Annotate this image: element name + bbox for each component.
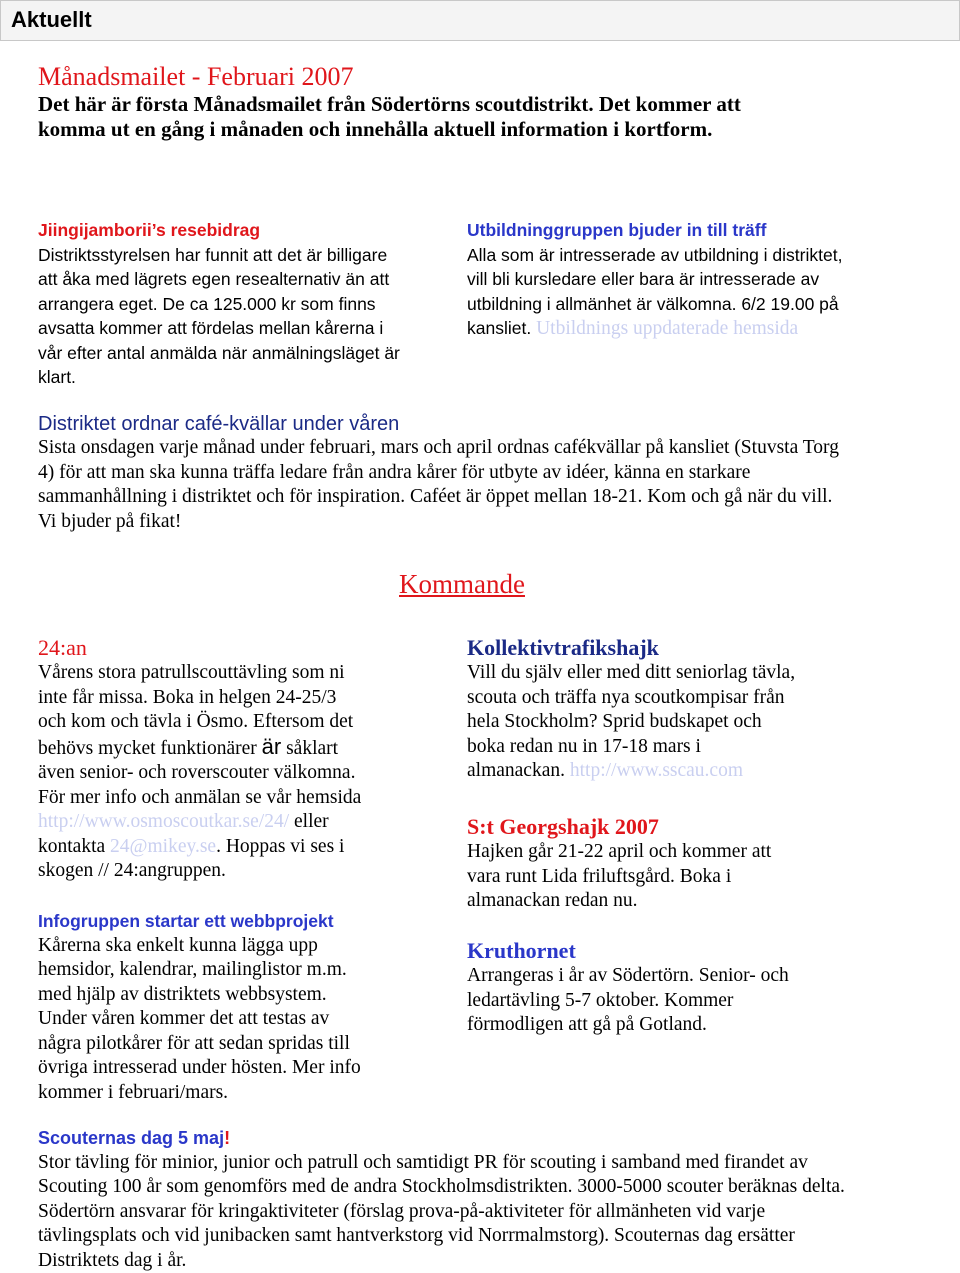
- stgeorg-section: [467, 814, 771, 914]
- tjugofyra-line: [38, 735, 361, 762]
- infogruppen-heading: Infogruppen startar ett webbprojekt: [38, 911, 334, 931]
- infogruppen-body: [38, 934, 361, 1106]
- utbildning-section: [467, 218, 842, 342]
- infogruppen-line: med hjälp av distriktets webbsystem.: [38, 983, 327, 1005]
- infogruppen-line: kommer i februari/mars.: [38, 1081, 229, 1103]
- infogruppen-line: hemsidor, kalendrar, mailinglistor m.m.: [38, 959, 347, 980]
- kollektiv-line: [467, 759, 795, 784]
- scouternas-dag-line: tävlingsplats och vid junibacken samt hantverkstorg vid Norrmalmstorg). Scouternas dag ersätter: [38, 1225, 795, 1246]
- tjugofyra-line: skogen // 24:angruppen.: [38, 860, 226, 881]
- tjugofyra-line4-start: behövs mycket funktionärer: [38, 737, 262, 759]
- stgeorg-line: almanackan redan nu.: [467, 890, 638, 911]
- utbildning-body: [467, 243, 842, 342]
- infogruppen-line: några pilotkårer för att sedan spridas till: [38, 1032, 350, 1054]
- utbildning-homepage-link[interactable]: Utbildnings uppdaterade hemsida: [536, 318, 799, 339]
- kollektiv-line: Vill du själv eller med ditt seniorlag tävla,: [467, 662, 796, 683]
- tjugofyra-contact-after: . Hoppas vi ses i: [216, 835, 345, 857]
- cafe-heading: Distriktet ordnar café-kvällar under våren: [38, 413, 400, 435]
- kommande-heading: Kommande: [399, 569, 525, 599]
- tjugofyra-line4-end: såklart: [281, 737, 339, 759]
- jamborii-body: [38, 243, 400, 390]
- kollektiv-heading: Kollektivtrafikshajk: [467, 635, 659, 660]
- tjugofyra-link-after: eller: [289, 811, 329, 832]
- monthly-section: [38, 62, 741, 142]
- monthly-body: [38, 92, 741, 142]
- cafe-line: sammanhållning i distriktet och för inspiration. Caféet är öppet mellan 18-21. Kom och gå när du vill.: [38, 486, 833, 507]
- kruthornet-line: Arrangeras i år av Södertörn. Senior- och: [467, 965, 789, 986]
- kollektiv-last-text: almanackan.: [467, 760, 570, 781]
- tjugofyra-heading: 24:an: [38, 635, 87, 660]
- kollektiv-line: scouta och träffa nya scoutkompisar från: [467, 686, 785, 708]
- kollektiv-section: [467, 635, 795, 784]
- cafe-section: [38, 412, 839, 534]
- cafe-line: 4) för att man ska kunna träffa ledare från andra kårer för utbyte av idéer, känna en starkare: [38, 461, 751, 483]
- stgeorg-line: Hajken går 21-22 april och kommer att: [467, 841, 772, 862]
- jamborii-line: arrangera eget. De ca 125.000 kr som finns: [38, 293, 376, 314]
- kollektiv-line: boka redan nu in 17-18 mars i: [467, 735, 701, 757]
- kollektiv-line: hela Stockholm? Sprid budskapet och: [467, 711, 762, 732]
- utbildning-line: utbildning i allmänhet är välkomna. 6/2 19.00 på: [467, 293, 839, 314]
- jamborii-line: avsatta kommer att fördelas mellan kårerna i: [38, 318, 384, 338]
- utbildning-line: [467, 316, 842, 342]
- tjugofyra-line4-word: är: [261, 733, 282, 759]
- jamborii-heading: Jiingijamborii’s resebidrag: [38, 220, 261, 240]
- stgeorg-heading: S:t Georgshajk 2007: [467, 814, 659, 839]
- jamborii-line: klart.: [38, 367, 76, 387]
- kollektiv-body: [467, 661, 795, 784]
- kruthornet-section: [467, 938, 789, 1038]
- cafe-line: Sista onsdagen varje månad under februari, mars och april ordnas cafékvällar på kansliet (Stuvsta Torg: [38, 437, 839, 458]
- tjugofyra-line: [38, 810, 361, 835]
- top-bar: [0, 0, 960, 41]
- kruthornet-body: [467, 964, 789, 1038]
- infogruppen-line: övriga intresserad under hösten. Mer info: [38, 1057, 361, 1078]
- tjugofyra-line: och kom och tävla i Ösmo. Eftersom det: [38, 711, 354, 732]
- scouternas-dag-line: Södertörn ansvarar för kringaktiviteter (förslag prova-på-aktiviteter för allmänheten vid varje: [38, 1200, 766, 1222]
- monthly-line: komma ut en gång i månaden och innehålla aktuell information i kortform.: [38, 117, 713, 141]
- scouternas-dag-heading-row: [38, 1126, 845, 1151]
- tjugofyra-contact-text: kontakta: [38, 835, 111, 857]
- sscau-link[interactable]: http://www.sscau.com: [569, 760, 744, 781]
- stgeorg-body: [467, 840, 771, 914]
- scouternas-dag-section: [38, 1126, 845, 1273]
- infogruppen-line: Kårerna ska enkelt kunna lägga upp: [38, 934, 318, 956]
- tjugofyra-line: [38, 835, 361, 860]
- utbildning-line: vill bli kursledare eller bara är intresserade av: [467, 269, 820, 289]
- scouternas-dag-line: Scouting 100 år som genomförs med de andra Stockholmsdistrikten. 3000-5000 scouter beräknas delta.: [38, 1176, 845, 1197]
- kruthornet-line: ledartävling 5-7 oktober. Kommer: [467, 989, 734, 1011]
- stgeorg-line: vara runt Lida friluftsgård. Boka i: [467, 865, 732, 887]
- kruthornet-line: förmodligen att gå på Gotland.: [467, 1014, 707, 1035]
- email-link[interactable]: 24@mikey.se: [110, 835, 217, 857]
- scouternas-dag-line: Distriktets dag i år.: [38, 1249, 187, 1271]
- tjugofyra-line: Vårens stora patrullscouttävling som ni: [38, 662, 345, 683]
- jamborii-line: vår efter antal anmälda när anmälningsläget är: [38, 342, 400, 363]
- page-title: Aktuellt: [11, 7, 92, 32]
- tjugofyra-body: [38, 661, 361, 884]
- tjugofyra-section: [38, 635, 361, 884]
- scouternas-dag-body: [38, 1151, 845, 1273]
- osmoscoutkar-link[interactable]: http://www.osmoscoutkar.se/24/: [38, 811, 290, 832]
- cafe-line: Vi bjuder på fikat!: [38, 510, 182, 532]
- tjugofyra-line: även senior- och roverscouter välkomna.: [38, 762, 356, 783]
- utbildning-last-text: kansliet.: [467, 318, 532, 338]
- monthly-line: Det här är första Månadsmailet från Södertörns scoutdistrikt. Det kommer att: [38, 92, 741, 116]
- tjugofyra-line: För mer info och anmälan se vår hemsida: [38, 786, 362, 808]
- jamborii-section: [38, 218, 400, 390]
- monthly-heading: Månadsmailet - Februari 2007: [38, 62, 354, 91]
- scouternas-dag-heading-end: !: [224, 1128, 231, 1148]
- infogruppen-line: Under våren kommer det att testas av: [38, 1008, 330, 1029]
- scouternas-dag-heading: Scouternas dag 5 maj: [38, 1128, 225, 1148]
- utbildning-line: Alla som är intresserade av utbildning i distriktet,: [467, 244, 843, 265]
- utbildning-heading: Utbildninggruppen bjuder in till träff: [467, 220, 767, 240]
- tjugofyra-line: inte får missa. Boka in helgen 24-25/3: [38, 686, 337, 708]
- scouternas-dag-line: Stor tävling för minior, junior och patrull och samtidigt PR för scouting i samband med firandet av: [38, 1151, 808, 1173]
- jamborii-line: att åka med lägrets egen resealternativ än att: [38, 269, 390, 289]
- cafe-body: [38, 436, 839, 534]
- kruthornet-heading: Kruthornet: [467, 938, 576, 963]
- jamborii-line: Distriktsstyrelsen har funnit att det är billigare: [38, 244, 388, 265]
- infogruppen-section: [38, 909, 361, 1105]
